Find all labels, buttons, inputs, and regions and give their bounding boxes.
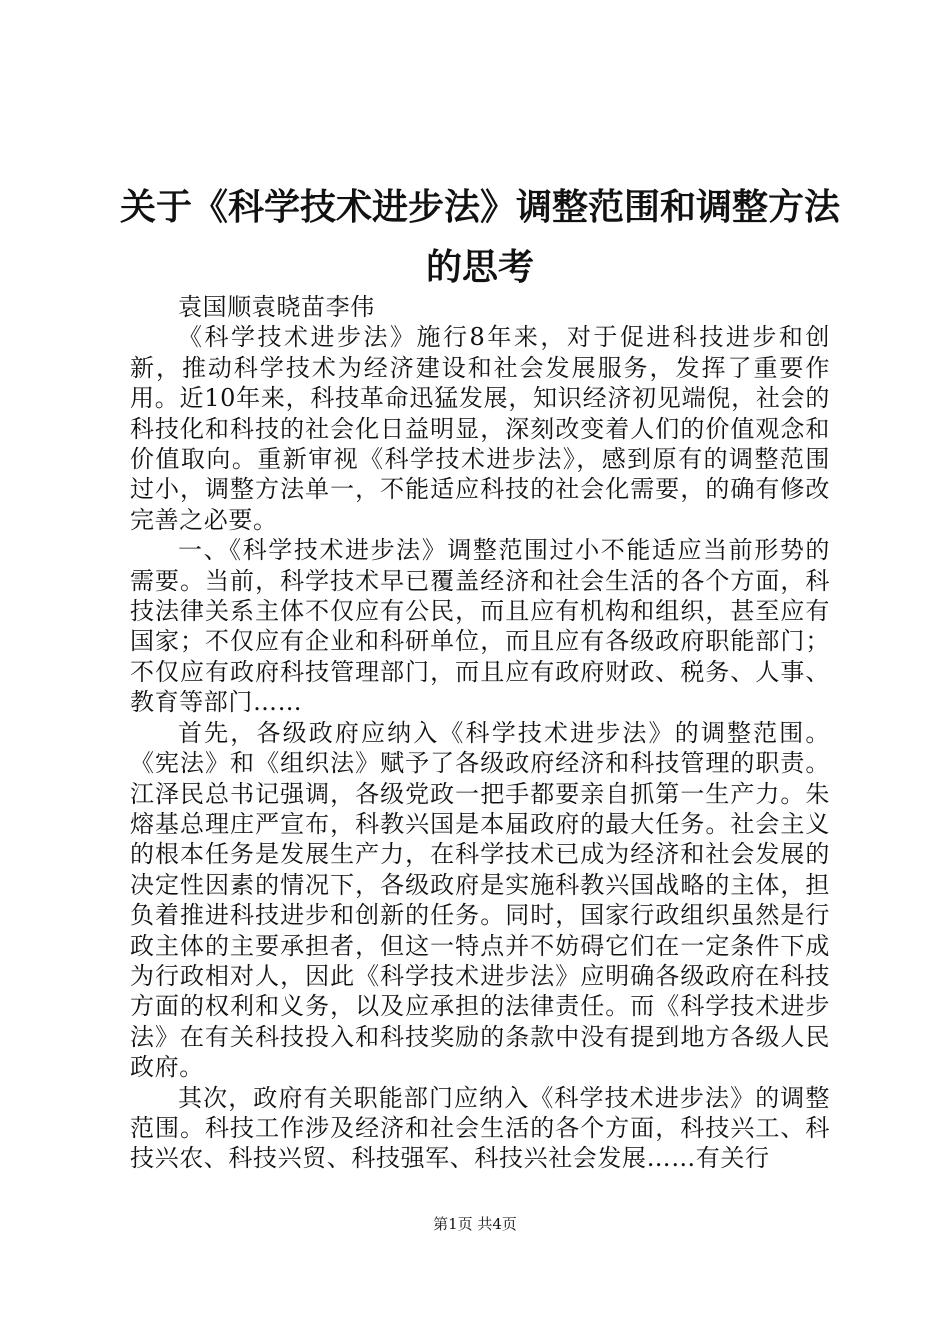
page-footer: 第1页 共4页 (433, 1215, 517, 1233)
body-paragraph: 其次，政府有关职能部门应纳入《科学技术进步法》的调整范围。科技工作涉及经济和社会生活的各个方面，科技兴工、科技兴农、科技兴贸、科技强军、科技兴社会发展……有关行 (130, 1083, 830, 1173)
body-paragraph: 《科学技术进步法》施行8年来，对于促进科技进步和创新，推动科学技术为经济建设和社会发展服务，发挥了重要作用。近10年来，科技革命迅猛发展，知识经济初见端倪，社会的科技化和科技的社会化日益明显，深刻改变着人们的价值观念和价值取向。重新审视《科学技术进步法》，感到原有的调整范围过小，调整方法单一，不能适应科技的社会化需要，的确有修改完善之必要。 (130, 323, 830, 534)
document-title-line-1: 关于《科学技术进步法》调整范围和调整方法 (119, 187, 840, 228)
document-body (130, 292, 830, 1174)
document-title-line-2: 的思考 (425, 247, 534, 288)
body-paragraph: 一、《科学技术进步法》调整范围过小不能适应当前形势的需要。当前，科学技术早已覆盖经济和社会生活的各个方面，科技法律关系主体不仅应有公民，而且应有机构和组织，甚至应有国家；不仅应有企业和科研单位，而且应有各级政府职能部门；不仅应有政府科技管理部门，而且应有政府财政、税务、人事、教育等部门…… (130, 536, 830, 717)
body-paragraph: 首先，各级政府应纳入《科学技术进步法》的调整范围。《宪法》和《组织法》赋予了各级政府经济和科技管理的职责。江泽民总书记强调，各级党政一把手都要亲自抓第一生产力。朱熔基总理庄严宣布，科教兴国是本届政府的最大任务。社会主义的根本任务是发展生产力，在科学技术已成为经济和社会发展的决定性因素的情况下，各级政府是实施科教兴国战略的主体，担负着推进科技进步和创新的任务。同时，国家行政组织虽然是行政主体的主要承担者，但这一特点并不妨碍它们在一定条件下成为行政相对人，因此《科学技术进步法》应明确各级政府在科技方面的权利和义务，以及应承担的法律责任。而《科学技术进步法》在有关科技投入和科技奖励的条款中没有提到地方各级人民政府。 (130, 718, 830, 1082)
author-line: 袁国顺袁晓苗李伟 (178, 293, 375, 321)
